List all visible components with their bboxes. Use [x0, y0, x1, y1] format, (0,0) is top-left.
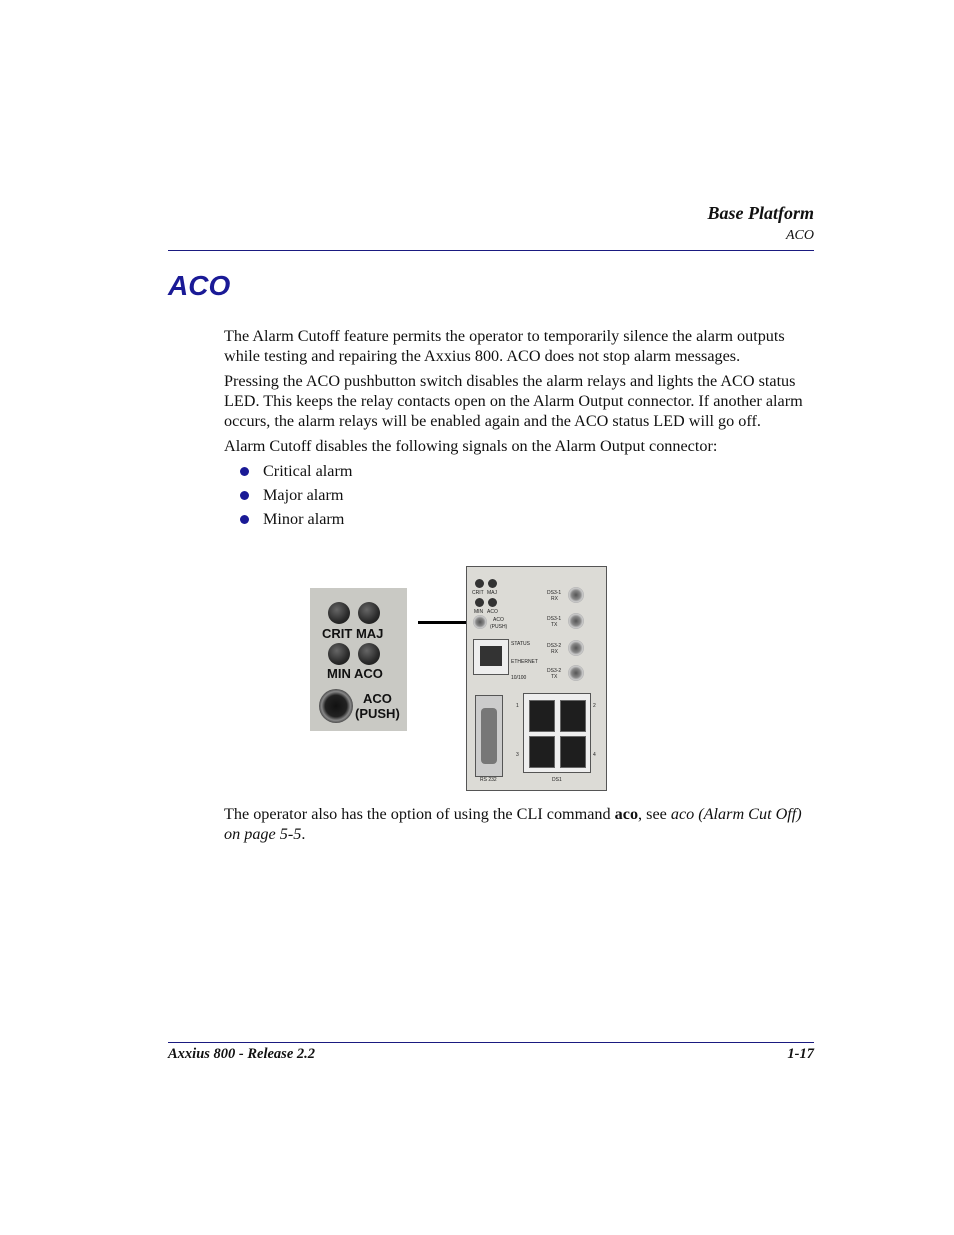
- list-item: Major alarm: [224, 485, 816, 509]
- aco-pushbutton-icon: [473, 615, 487, 629]
- ds1-port-block: [523, 693, 591, 773]
- body-text: [224, 326, 816, 533]
- signal-list: [224, 461, 816, 533]
- zoom-label-crit-maj: CRIT MAJ: [322, 626, 384, 641]
- paragraph: Pressing the ACO pushbutton switch disables the alarm relays and lights the ACO status LED. This keeps the relay contacts open on the Alarm Output connector. If another alarm occurs, the alarm relays will be enabled again and the ACO status LED will go off.: [224, 372, 803, 430]
- panel-label-tx1: TX: [551, 622, 558, 628]
- panel-label-crit: CRIT: [472, 590, 484, 596]
- ds1-port-icon: [529, 736, 555, 768]
- section-heading: ACO: [168, 270, 231, 301]
- panel-label-ethernet: ETHERNET: [511, 659, 538, 665]
- panel-label-p2: 2: [593, 703, 596, 709]
- cross-reference-link[interactable]: aco (Alarm Cut Off) on page 5-5: [224, 805, 802, 843]
- ds3-1-tx-connector-icon: [568, 613, 584, 629]
- page-number: 1-17: [787, 1046, 814, 1062]
- ds3-2-tx-connector-icon: [568, 665, 584, 681]
- ds1-port-icon: [529, 700, 555, 732]
- paragraph: The Alarm Cutoff feature permits the operator to temporarily silence the alarm outputs while testing and repairing the Axxius 800. ACO does not stop alarm messages.: [224, 327, 785, 365]
- panel-label-rx2: RX: [551, 649, 558, 655]
- front-panel-image: [466, 566, 607, 791]
- panel-label-push: (PUSH): [490, 624, 508, 630]
- paragraph: Alarm Cutoff disables the following signals on the Alarm Output connector:: [224, 437, 718, 455]
- zoom-label-min-aco: MIN ACO: [327, 666, 383, 681]
- bullet-icon: [240, 491, 249, 500]
- panel-label-aco: ACO: [487, 609, 498, 615]
- ethernet-port-icon: [473, 639, 509, 675]
- panel-label-p3: 3: [516, 752, 519, 758]
- panel-label-min: MIN: [474, 609, 484, 615]
- closing-paragraph: The operator also has the option of using the CLI command aco, see aco (Alarm Cut Off) on page 5-5.: [224, 805, 802, 843]
- ds1-port-icon: [560, 736, 586, 768]
- running-header-subtitle: ACO: [786, 228, 814, 243]
- zoom-label-push: (PUSH): [355, 706, 400, 721]
- bullet-icon: [240, 515, 249, 524]
- min-led-icon: [475, 598, 484, 607]
- crit-led-icon: [475, 579, 484, 588]
- aco-led-icon: [358, 643, 380, 665]
- maj-led-icon: [488, 579, 497, 588]
- panel-label-speed: 10/100: [511, 675, 527, 681]
- cli-command: aco: [614, 805, 639, 823]
- ds3-2-rx-connector-icon: [568, 640, 584, 656]
- ds1-port-icon: [560, 700, 586, 732]
- panel-label-status: STATUS: [511, 641, 530, 647]
- ds3-1-rx-connector-icon: [568, 587, 584, 603]
- aco-pushbutton-icon: [319, 689, 353, 723]
- panel-label-tx2: TX: [551, 674, 558, 680]
- panel-label-p1: 1: [516, 703, 519, 709]
- panel-label-ds3-1-rx: DS3-1: [547, 590, 562, 596]
- panel-label-p4: 4: [593, 752, 596, 758]
- zoom-label-aco: ACO: [363, 691, 392, 706]
- list-item: Critical alarm: [224, 461, 816, 485]
- aco-zoom-image: [310, 588, 407, 731]
- min-led-icon: [328, 643, 350, 665]
- panel-label-aco-push: ACO: [493, 617, 504, 623]
- maj-led-icon: [358, 602, 380, 624]
- panel-label-ds3-2-tx: DS3-2: [547, 668, 562, 674]
- header-rule: [168, 250, 814, 251]
- aco-led-icon: [488, 598, 497, 607]
- crit-led-icon: [328, 602, 350, 624]
- panel-label-ds1: DS1: [552, 777, 562, 783]
- panel-label-rs232: RS 232: [480, 777, 497, 783]
- callout-line: [418, 621, 470, 624]
- bullet-icon: [240, 467, 249, 476]
- footer-rule: [168, 1042, 814, 1043]
- panel-label-ds3-2-rx: DS3-2: [547, 643, 562, 649]
- rs232-connector-icon: [475, 695, 503, 777]
- panel-label-rx1: RX: [551, 596, 558, 602]
- panel-label-maj: MAJ: [487, 590, 497, 596]
- panel-label-ds3-1-tx: DS3-1: [547, 616, 562, 622]
- footer-left: Axxius 800 - Release 2.2: [168, 1046, 316, 1062]
- list-item: Minor alarm: [224, 509, 816, 533]
- running-header-title: Base Platform: [707, 203, 814, 223]
